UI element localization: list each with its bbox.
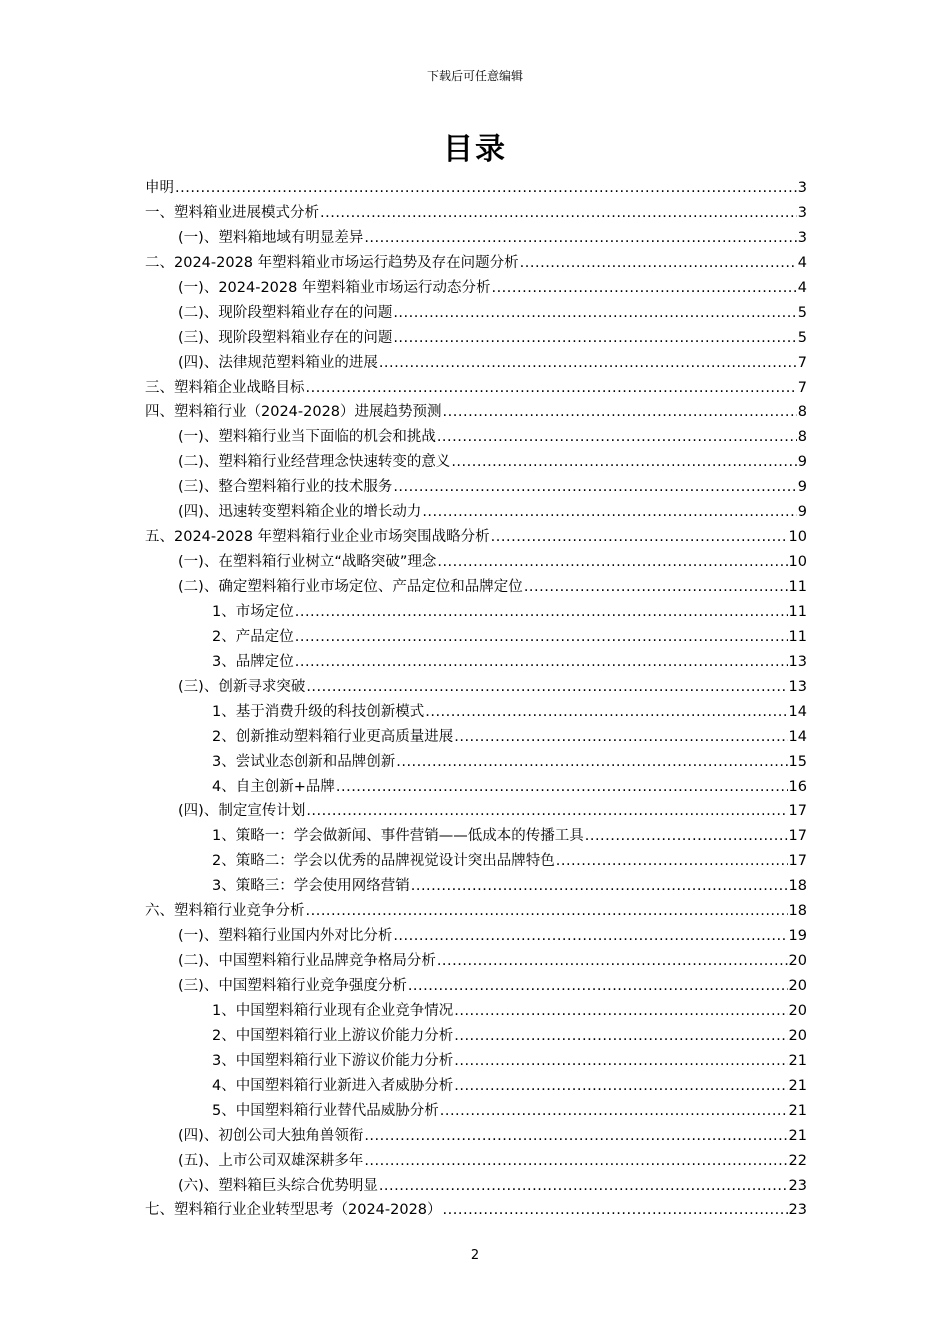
toc-entry[interactable] <box>145 251 807 276</box>
toc-dot-leader <box>440 1099 788 1124</box>
toc-entry[interactable] <box>145 700 807 725</box>
toc-entry[interactable] <box>145 974 807 999</box>
toc-dot-leader <box>556 849 788 874</box>
toc-entry-title: 七、塑料箱行业企业转型思考（2024-2028） <box>145 1202 442 1219</box>
toc-entry[interactable] <box>145 351 807 376</box>
toc-entry-title: 2、产品定位 <box>212 628 294 645</box>
toc-entry-page: 3 <box>797 229 807 246</box>
toc-entry-title: 5、中国塑料箱行业替代品威胁分析 <box>212 1102 439 1119</box>
toc-entry-page: 21 <box>788 1052 807 1069</box>
toc-entry-page: 20 <box>788 1027 807 1044</box>
toc-entry-title: (四)、迅速转变塑料箱企业的增长动力 <box>178 504 422 521</box>
toc-entry-title: (四)、法律规范塑料箱业的进展 <box>178 354 378 371</box>
toc-entry[interactable] <box>145 575 807 600</box>
toc-entry-page: 9 <box>797 479 807 496</box>
toc-entry-page: 14 <box>788 728 807 745</box>
toc-entry-page: 23 <box>788 1202 807 1219</box>
toc-dot-leader <box>437 550 787 575</box>
toc-entry-title: 1、基于消费升级的科技创新模式 <box>212 703 425 720</box>
toc-entry-title: 2、创新推动塑料箱行业更高质量进展 <box>212 728 454 745</box>
toc-dot-leader <box>295 625 788 650</box>
toc-entry-title: 二、2024-2028 年塑料箱业市场运行趋势及存在问题分析 <box>145 254 519 271</box>
toc-entry-title: (一)、在塑料箱行业树立“战略突破”理念 <box>178 554 437 571</box>
toc-entry[interactable] <box>145 1149 807 1174</box>
toc-entry-page: 17 <box>788 828 807 845</box>
toc-dot-leader <box>393 301 796 326</box>
page-number: 2 <box>470 1248 480 1263</box>
toc-entry-page: 9 <box>797 504 807 521</box>
toc-entry[interactable] <box>145 1099 807 1124</box>
toc-entry-page: 16 <box>788 778 807 795</box>
toc-entry-title: 3、策略三：学会使用网络营销 <box>212 878 410 895</box>
toc-dot-leader <box>451 450 796 475</box>
toc-entry-page: 17 <box>788 803 807 820</box>
toc-entry-title: 申明 <box>145 180 174 196</box>
toc-dot-leader <box>295 600 788 625</box>
toc-entry-title: (四)、制定宣传计划 <box>178 803 306 820</box>
toc-entry-title: 1、策略一：学会做新闻、事件营销——低成本的传播工具 <box>212 828 584 845</box>
toc-dot-leader <box>491 525 788 550</box>
toc-dot-leader <box>336 775 788 800</box>
toc-entry[interactable] <box>145 775 807 800</box>
toc-entry[interactable] <box>145 824 807 849</box>
toc-dot-leader <box>408 974 788 999</box>
toc-entry-page: 23 <box>788 1177 807 1194</box>
toc-dot-leader <box>295 650 788 675</box>
toc-entry-page: 11 <box>788 603 807 620</box>
toc-entry[interactable] <box>145 176 807 201</box>
toc-dot-leader <box>379 1174 788 1199</box>
toc-entry[interactable] <box>145 525 807 550</box>
toc-entry-title: (三)、现阶段塑料箱业存在的问题 <box>178 329 393 346</box>
toc-entry[interactable] <box>145 226 807 251</box>
toc-entry-page: 11 <box>788 628 807 645</box>
toc-entry-page: 10 <box>788 529 807 546</box>
toc-entry-page: 15 <box>788 753 807 770</box>
toc-dot-leader <box>393 326 796 351</box>
toc-entry-title: 3、中国塑料箱行业下游议价能力分析 <box>212 1052 454 1069</box>
toc-entry-title: (一)、塑料箱地域有明显差异 <box>178 229 364 246</box>
toc-entry-title: (一)、塑料箱行业当下面临的机会和挑战 <box>178 429 436 446</box>
toc-entry[interactable] <box>145 1124 807 1149</box>
toc-entry[interactable] <box>145 500 807 525</box>
toc-dot-leader <box>524 575 788 600</box>
toc-entry-title: (二)、中国塑料箱行业品牌竞争格局分析 <box>178 953 436 970</box>
toc-entry-page: 10 <box>788 554 807 571</box>
toc-entry[interactable] <box>145 675 807 700</box>
page-header-note: 下载后可任意编辑 <box>426 69 523 83</box>
toc-dot-leader <box>393 924 787 949</box>
toc-entry[interactable] <box>145 874 807 899</box>
toc-entry-page: 7 <box>797 354 807 371</box>
toc-entry[interactable] <box>145 1049 807 1074</box>
toc-dot-leader <box>320 201 797 226</box>
toc-entry[interactable] <box>145 1074 807 1099</box>
toc-entry[interactable] <box>145 600 807 625</box>
toc-entry[interactable] <box>145 949 807 974</box>
toc-entry-page: 18 <box>788 878 807 895</box>
toc-dot-leader <box>437 949 788 974</box>
toc-entry-title: 1、市场定位 <box>212 603 294 620</box>
toc-entry[interactable] <box>145 1024 807 1049</box>
toc-entry[interactable] <box>145 899 807 924</box>
toc-dot-leader <box>422 500 796 525</box>
toc-dot-leader <box>306 799 787 824</box>
toc-dot-leader <box>454 1049 787 1074</box>
toc-entry-page: 5 <box>797 304 807 321</box>
toc-entry[interactable] <box>145 376 807 401</box>
toc-entry-title: 2、策略二：学会以优秀的品牌视觉设计突出品牌特色 <box>212 853 555 870</box>
toc-entry-page: 22 <box>788 1152 807 1169</box>
toc-entry-title: 3、尝试业态创新和品牌创新 <box>212 753 396 770</box>
toc-dot-leader <box>491 276 796 301</box>
toc-entry[interactable] <box>145 276 807 301</box>
toc-dot-leader <box>364 226 796 251</box>
toc-dot-leader <box>393 475 796 500</box>
toc-entry-page: 4 <box>797 254 807 271</box>
toc-dot-leader <box>411 874 788 899</box>
toc-entry-page: 13 <box>788 653 807 670</box>
toc-entry-page: 21 <box>788 1127 807 1144</box>
table-of-contents <box>145 176 807 1223</box>
toc-entry[interactable] <box>145 1174 807 1199</box>
toc-entry-page: 8 <box>797 429 807 446</box>
toc-entry[interactable] <box>145 425 807 450</box>
toc-dot-leader <box>175 176 797 201</box>
toc-dot-leader <box>454 999 787 1024</box>
toc-entry-page: 4 <box>797 279 807 296</box>
toc-entry-page: 20 <box>788 953 807 970</box>
toc-entry-title: 3、品牌定位 <box>212 653 294 670</box>
page-title: 目录 <box>443 132 507 167</box>
toc-entry-page: 21 <box>788 1102 807 1119</box>
toc-entry[interactable] <box>145 1198 807 1223</box>
toc-entry-title: 四、塑料箱行业（2024-2028）进展趋势预测 <box>145 404 442 421</box>
toc-entry[interactable] <box>145 400 807 425</box>
toc-entry[interactable] <box>145 625 807 650</box>
toc-dot-leader <box>437 425 797 450</box>
toc-entry-page: 21 <box>788 1077 807 1094</box>
toc-entry-page: 11 <box>788 579 807 595</box>
toc-entry[interactable] <box>145 550 807 575</box>
toc-entry-page: 9 <box>797 454 807 471</box>
toc-dot-leader <box>454 725 787 750</box>
toc-entry-title: (二)、现阶段塑料箱业存在的问题 <box>178 304 393 321</box>
toc-entry[interactable] <box>145 750 807 775</box>
toc-entry[interactable] <box>145 799 807 824</box>
toc-entry[interactable] <box>145 650 807 675</box>
toc-entry-title: (二)、塑料箱行业经营理念快速转变的意义 <box>178 454 451 471</box>
toc-entry-page: 8 <box>797 404 807 421</box>
toc-dot-leader <box>396 750 787 775</box>
toc-entry-title: 4、中国塑料箱行业新进入者威胁分析 <box>212 1077 454 1094</box>
toc-dot-leader <box>306 675 787 700</box>
toc-dot-leader <box>306 899 788 924</box>
toc-dot-leader <box>364 1124 787 1149</box>
toc-entry[interactable] <box>145 301 807 326</box>
toc-entry-title: (三)、创新寻求突破 <box>178 678 306 695</box>
toc-entry-title: (三)、整合塑料箱行业的技术服务 <box>178 479 393 496</box>
toc-entry[interactable] <box>145 999 807 1024</box>
toc-entry-title: (五)、上市公司双雄深耕多年 <box>178 1152 364 1169</box>
toc-entry[interactable] <box>145 201 807 226</box>
toc-dot-leader <box>364 1149 787 1174</box>
toc-dot-leader <box>443 1198 788 1223</box>
toc-entry-title: (六)、塑料箱巨头综合优势明显 <box>178 1177 378 1194</box>
toc-dot-leader <box>306 376 797 401</box>
toc-entry-title: 三、塑料箱企业战略目标 <box>145 379 305 396</box>
toc-entry-title: 1、中国塑料箱行业现有企业竞争情况 <box>212 1002 454 1019</box>
toc-dot-leader <box>454 1024 787 1049</box>
toc-entry-page: 20 <box>788 978 807 994</box>
toc-entry-title: 4、自主创新+品牌 <box>212 778 335 795</box>
toc-entry[interactable] <box>145 849 807 874</box>
toc-entry-title: (四)、初创公司大独角兽领衔 <box>178 1127 364 1144</box>
toc-dot-leader <box>585 824 788 849</box>
toc-entry-page: 19 <box>788 928 807 945</box>
toc-entry-page: 3 <box>797 204 807 221</box>
toc-entry[interactable] <box>145 326 807 351</box>
toc-entry-title: 五、2024-2028 年塑料箱行业企业市场突围战略分析 <box>145 529 490 546</box>
toc-dot-leader <box>520 251 797 276</box>
toc-entry-title: (三)、中国塑料箱行业竞争强度分析 <box>178 978 407 994</box>
toc-entry-title: (二)、确定塑料箱行业市场定位、产品定位和品牌定位 <box>178 579 523 595</box>
toc-entry-title: (一)、塑料箱行业国内外对比分析 <box>178 928 393 945</box>
toc-dot-leader <box>379 351 797 376</box>
toc-dot-leader <box>454 1074 787 1099</box>
toc-entry-page: 18 <box>788 903 807 920</box>
toc-entry[interactable] <box>145 475 807 500</box>
toc-entry-page: 7 <box>797 379 807 396</box>
toc-entry[interactable] <box>145 725 807 750</box>
toc-entry-page: 20 <box>788 1002 807 1019</box>
toc-entry[interactable] <box>145 450 807 475</box>
toc-entry-title: (一)、2024-2028 年塑料箱业市场运行动态分析 <box>178 279 491 296</box>
toc-dot-leader <box>443 400 797 425</box>
toc-entry-title: 六、塑料箱行业竞争分析 <box>145 903 305 920</box>
toc-entry-page: 5 <box>797 329 807 346</box>
toc-entry-title: 2、中国塑料箱行业上游议价能力分析 <box>212 1027 454 1044</box>
toc-dot-leader <box>425 700 787 725</box>
toc-entry-page: 3 <box>797 180 807 196</box>
toc-entry-title: 一、塑料箱业进展模式分析 <box>145 204 319 221</box>
toc-entry[interactable] <box>145 924 807 949</box>
toc-entry-page: 17 <box>788 853 807 870</box>
toc-entry-page: 13 <box>788 678 807 695</box>
toc-entry-page: 14 <box>788 703 807 720</box>
